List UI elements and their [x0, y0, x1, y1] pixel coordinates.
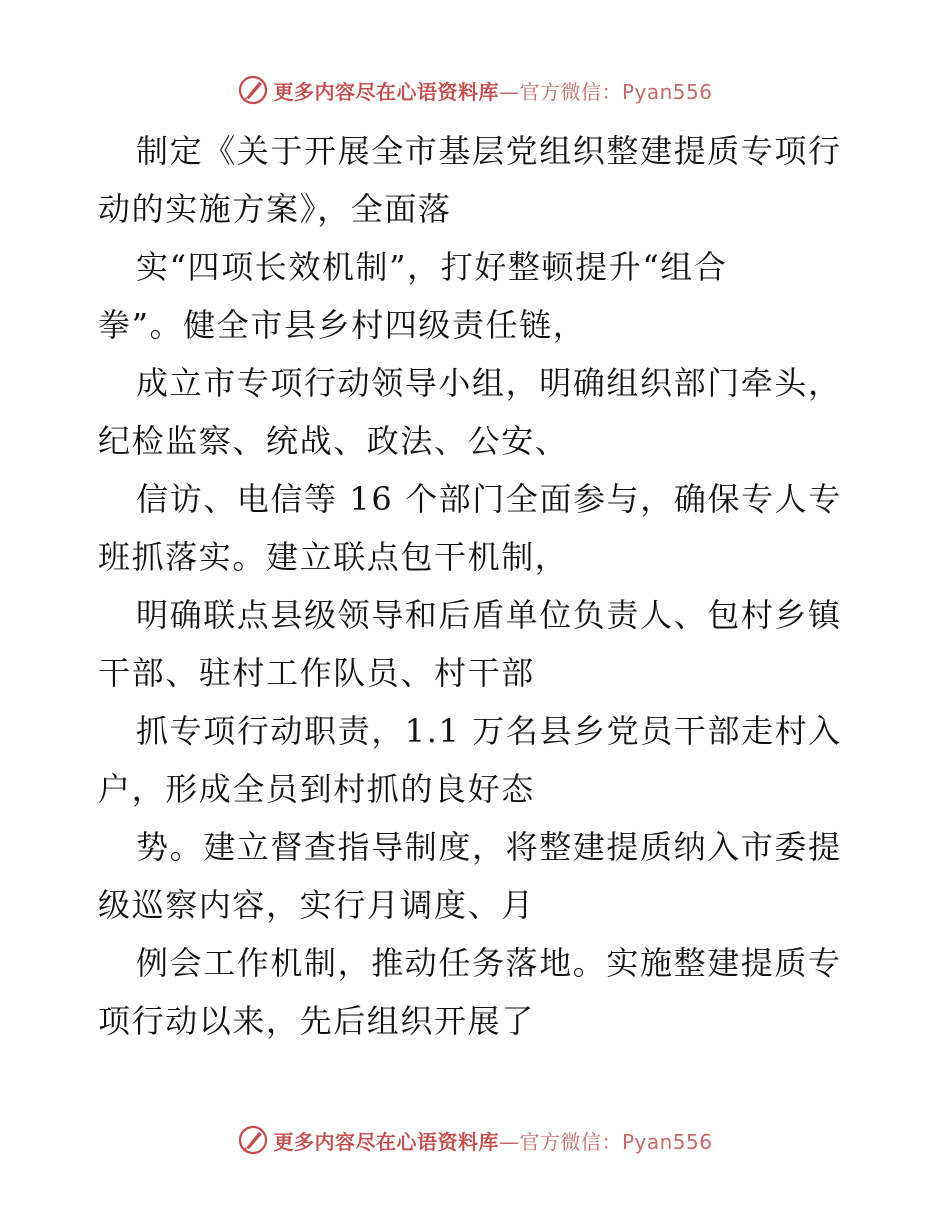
banner-dash: —: [498, 1129, 520, 1154]
document-body: [98, 122, 858, 1050]
document-line: 势。建立督查指导制度，将整建提质纳入市委提: [136, 828, 842, 866]
banner-official-text: 官方微信：Pyan556: [519, 79, 713, 104]
document-line: 制定《关于开展全市基层党组织整建提质专项行: [136, 132, 842, 170]
footer-banner: [0, 1120, 950, 1160]
banner-brand-text: 更多内容尽在心语资料库: [273, 79, 499, 104]
banner-brand-text: 更多内容尽在心语资料库: [273, 1129, 499, 1154]
document-line: 信访、电信等 16 个部门全面参与，确保专人专: [136, 480, 842, 518]
document-line: 级巡察内容，实行月调度、月: [98, 886, 535, 924]
document-line: 实“四项长效机制”，打好整顿提升“组合: [136, 248, 728, 286]
document-line: 项行动以来，先后组织开展了: [98, 1002, 535, 1040]
document-line: 干部、驻村工作队员、村干部: [98, 654, 535, 692]
document-line: 成立市专项行动领导小组，明确组织部门牵头，: [136, 364, 842, 402]
banner-official-text: 官方微信：Pyan556: [519, 1129, 713, 1154]
document-line: 纪检监察、统战、政法、公安、: [98, 422, 569, 460]
document-line: 班抓落实。建立联点包干机制，: [98, 538, 569, 576]
document-line: 明确联点县级领导和后盾单位负责人、包村乡镇: [136, 596, 842, 634]
document-line: 动的实施方案》，全面落: [98, 190, 452, 228]
document-line: 拳”。健全市县乡村四级责任链，: [98, 306, 587, 344]
banner-dash: —: [498, 79, 520, 104]
feather-pen-logo-icon: [237, 1124, 269, 1156]
feather-pen-logo-icon: [237, 74, 269, 106]
document-line: 户，形成全员到村抓的良好态: [98, 770, 535, 808]
header-banner: [0, 70, 950, 110]
document-line: 抓专项行动职责，1.1 万名县乡党员干部走村入: [136, 712, 842, 750]
document-line: 例会工作机制，推动任务落地。实施整建提质专: [136, 944, 842, 982]
